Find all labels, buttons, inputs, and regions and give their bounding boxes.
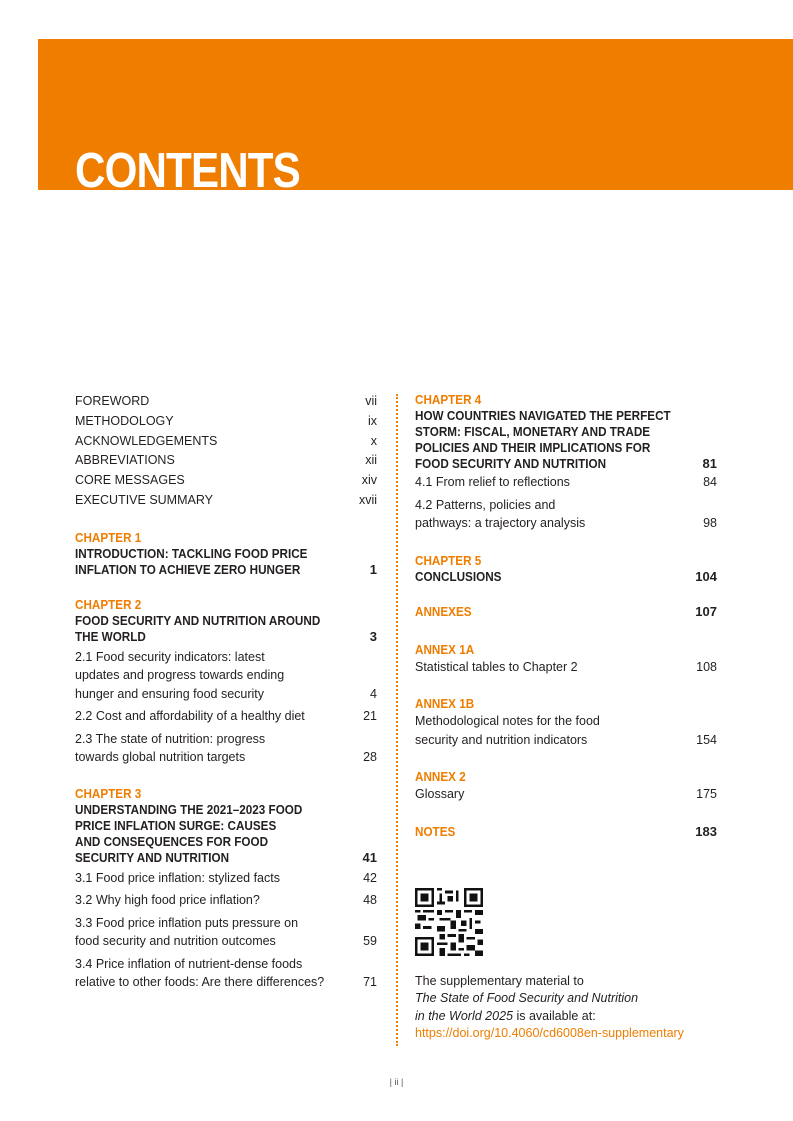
section-title: 2.3 The state of nutrition: progress towards global nutrition targets — [75, 731, 266, 765]
supplementary-available-text: is available at: — [512, 1008, 596, 1023]
chapter-3-page: 41 — [362, 849, 377, 865]
supplementary-line1: The supplementary material to — [415, 973, 584, 988]
section-page: 42 — [363, 870, 377, 885]
chapter-2-heading[interactable] — [75, 613, 377, 645]
column-divider — [396, 394, 398, 1046]
front-matter-page: xiv — [361, 473, 377, 488]
chapter-4-page: 81 — [702, 456, 717, 471]
annex-1b-page: 154 — [696, 732, 717, 747]
annexes-label: ANNEXES — [415, 603, 472, 619]
annexes-heading[interactable] — [415, 604, 717, 620]
annex-1b-label[interactable]: ANNEX 1B — [415, 696, 475, 711]
annex-1b-title: Methodological notes for the food security and nutrition indicators — [415, 714, 600, 747]
section-title: 3.4 Price inflation of nutrient-dense foods relative to other foods: Are there differences? — [75, 956, 325, 990]
section-page: 71 — [363, 975, 377, 990]
annex-1a-title: Statistical tables to Chapter 2 — [415, 659, 578, 674]
page-number: | ii | — [389, 1077, 404, 1087]
section-page: 21 — [363, 709, 377, 724]
qr-code-icon[interactable] — [415, 888, 483, 956]
front-matter-page: xvii — [358, 492, 377, 507]
front-matter-page: xii — [365, 453, 377, 468]
front-matter-item[interactable] — [75, 412, 377, 432]
chapter-3-heading[interactable] — [75, 802, 377, 866]
toc-left-column — [75, 392, 377, 992]
toc-entry[interactable] — [415, 473, 717, 492]
section-title: 2.2 Cost and affordability of a healthy diet — [75, 709, 305, 724]
chapter-1-title: INTRODUCTION: TACKLING FOOD PRICE INFLATION TO ACHIEVE ZERO HUNGER — [75, 545, 308, 577]
chapter-5-page: 104 — [695, 568, 717, 584]
section-page: 84 — [703, 475, 717, 489]
chapter-4-label[interactable]: CHAPTER 4 — [415, 392, 482, 407]
chapter-5-heading[interactable] — [415, 569, 717, 585]
section-title: 3.2 Why high food price inflation? — [75, 893, 260, 908]
section-title: 3.3 Food price inflation puts pressure on food security and nutrition outcomes — [75, 915, 299, 949]
annex-1a-label[interactable]: ANNEX 1A — [415, 641, 475, 657]
chapter-2-title: FOOD SECURITY AND NUTRITION AROUND THE WORLD — [75, 612, 321, 644]
toc-entry[interactable] — [75, 648, 377, 704]
section-page: 28 — [363, 750, 377, 765]
annex-2-label[interactable]: ANNEX 2 — [415, 769, 466, 784]
chapter-3-title: UNDERSTANDING THE 2021–2023 FOOD PRICE INFLATION SURGE: CAUSES AND CONSEQUENCES FOR FOOD SECURITY AND NUTRITION — [75, 801, 303, 865]
front-matter-item[interactable] — [75, 491, 377, 511]
front-matter-label: ACKNOWLEDGEMENTS — [75, 433, 218, 448]
toc-entry[interactable] — [415, 496, 717, 533]
front-matter-label: FOREWORD — [75, 394, 150, 408]
front-matter-item[interactable] — [75, 392, 377, 412]
supplementary-report-year: in the World 2025 — [415, 1008, 513, 1023]
front-matter-label: ABBREVIATIONS — [75, 453, 175, 468]
notes-label: NOTES — [415, 823, 456, 839]
supplementary-link[interactable]: https://doi.org/10.4060/cd6008en-supplementary — [415, 1026, 684, 1040]
section-page: 59 — [363, 934, 377, 949]
annex-1a-page: 108 — [696, 659, 717, 674]
supplementary-note — [415, 973, 717, 1043]
notes-page: 183 — [695, 823, 717, 839]
front-matter-page: vii — [365, 394, 377, 408]
front-matter-label: CORE MESSAGES — [75, 473, 185, 488]
toc-entry[interactable] — [75, 891, 377, 910]
toc-entry[interactable] — [415, 712, 717, 749]
annex-2-title: Glossary — [415, 787, 465, 801]
front-matter-page: ix — [367, 413, 377, 428]
toc-entry[interactable] — [75, 730, 377, 767]
front-matter-item[interactable] — [75, 451, 377, 471]
front-matter-item[interactable] — [75, 432, 377, 452]
toc-entry[interactable] — [75, 707, 377, 726]
section-page: 48 — [363, 893, 377, 908]
section-title: 4.1 From relief to reflections — [415, 475, 570, 489]
chapter-2-page: 3 — [369, 628, 377, 644]
toc-entry[interactable] — [415, 785, 717, 804]
notes-heading[interactable] — [415, 824, 717, 840]
front-matter-page: x — [370, 433, 377, 448]
section-page: 98 — [703, 516, 717, 530]
front-matter-list — [75, 392, 377, 511]
section-title: 3.1 Food price inflation: stylized facts — [75, 870, 280, 885]
front-matter-item[interactable] — [75, 471, 377, 491]
chapter-1-heading[interactable] — [75, 546, 377, 578]
chapter-3-label[interactable]: CHAPTER 3 — [75, 785, 142, 801]
chapter-5-title: CONCLUSIONS — [415, 568, 502, 584]
chapter-4-title: HOW COUNTRIES NAVIGATED THE PERFECT STORM: FISCAL, MONETARY AND TRADE POLICIES AND THEIR IMPLICATIONS FOR FOOD SECURITY AND NUTRITION — [415, 408, 671, 471]
annex-2-page: 175 — [696, 787, 717, 801]
toc-entry[interactable] — [75, 914, 377, 951]
section-title: 2.1 Food security indicators: latest updates and progress towards ending hunger and ensuring food security — [75, 649, 285, 701]
section-page: 4 — [370, 686, 377, 701]
front-matter-label: METHODOLOGY — [75, 413, 174, 428]
toc-entry[interactable] — [75, 955, 377, 992]
annexes-page: 107 — [695, 603, 717, 619]
chapter-2-label[interactable]: CHAPTER 2 — [75, 596, 142, 612]
chapter-1-label[interactable]: CHAPTER 1 — [75, 529, 142, 545]
chapter-4-heading[interactable] — [415, 408, 717, 472]
toc-right-column — [415, 392, 717, 1043]
front-matter-label: EXECUTIVE SUMMARY — [75, 492, 213, 507]
section-title: 4.2 Patterns, policies and pathways: a trajectory analysis — [415, 497, 586, 530]
chapter-5-label[interactable]: CHAPTER 5 — [415, 552, 482, 568]
toc-entry[interactable] — [415, 658, 717, 677]
toc-entry[interactable] — [75, 869, 377, 888]
supplementary-report-title: The State of Food Security and Nutrition — [415, 991, 639, 1005]
page-title: CONTENTS — [75, 144, 300, 198]
chapter-1-page: 1 — [369, 561, 377, 577]
